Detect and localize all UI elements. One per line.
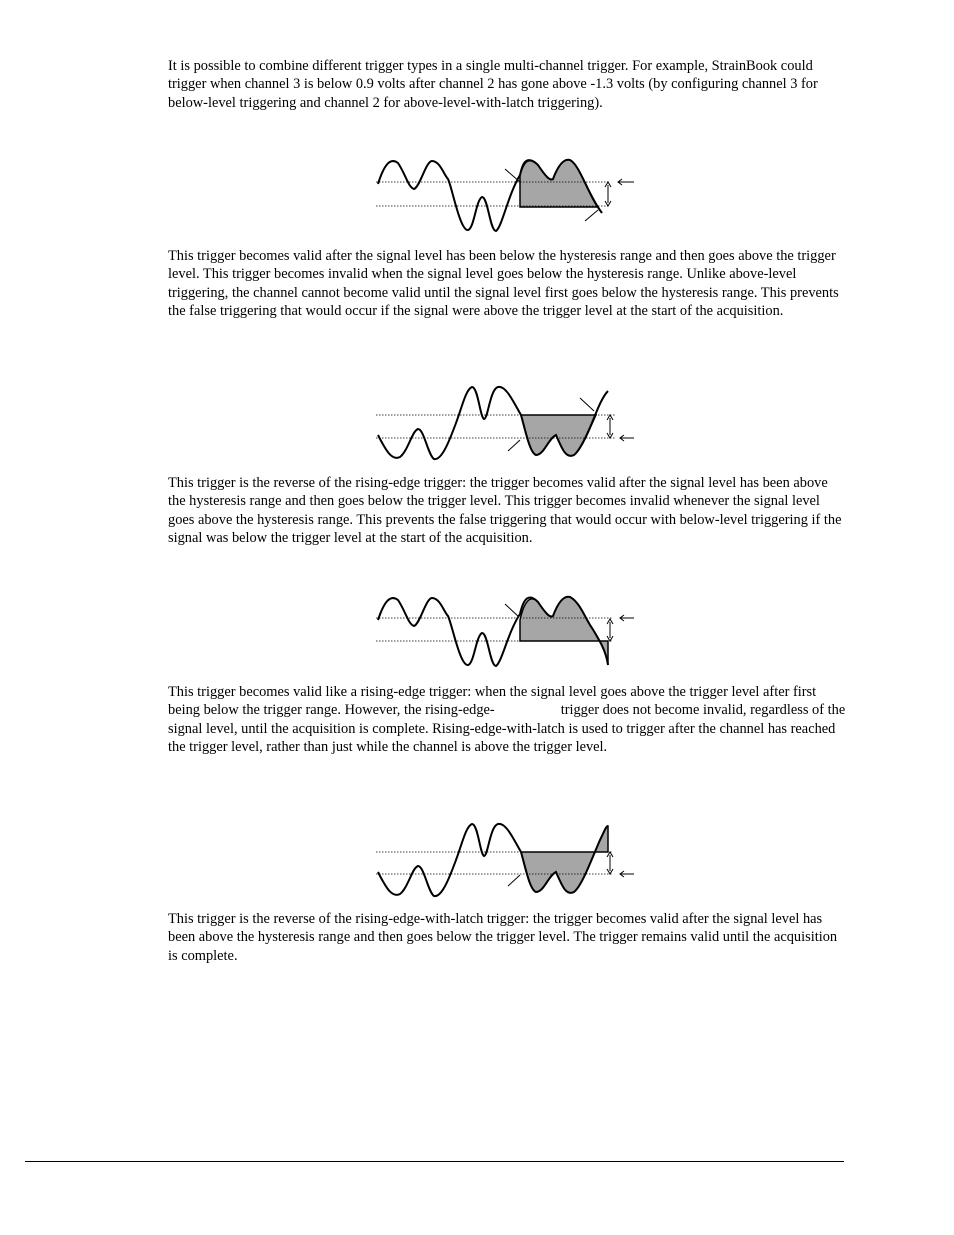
falling-edge-latch-trigger-diagram — [370, 818, 640, 903]
invalid-pointer — [585, 210, 598, 221]
rising-edge-paragraph: This trigger becomes valid after the signal level has been below the hysteresis range and then goes above the trigger level. This trigger becomes invalid when the signal level goes below the hysteresis range. Unlike above-level triggering, the channel cannot become valid until the signal level first goes below the hysteresis range. This prevents the false triggering that would occur if the signal were above the trigger level at the start of the acquisition. — [168, 248, 839, 319]
rising-latch-text-a: This trigger becomes valid like a rising-edge trigger: when the signal level goes above the trigger level after first being below the trigger range. However, the rising-edge- — [168, 684, 817, 719]
falling-edge-paragraph: This trigger is the reverse of the rising-edge trigger: the trigger becomes valid after the signal level has been above the hysteresis range and then goes below the trigger level. This trigger becomes invalid whenever the signal level goes above the hysteresis range. This prevents the false triggering that would occur with below-level triggering if the signal was below the trigger level at the start of the acquisition. — [168, 475, 842, 546]
footer-rule — [25, 1161, 844, 1162]
falling-edge-latch-paragraph: This trigger is the reverse of the rising-edge-with-latch trigger: the trigger becomes valid after the signal level has been above the hysteresis range and then goes below the trigger level. The trigger remains valid until the acquisition is complete. — [168, 911, 838, 964]
invalid-pointer — [580, 398, 594, 411]
falling-edge-trigger-diagram — [370, 383, 640, 468]
rising-edge-trigger-diagram — [370, 155, 640, 235]
valid-region-fill — [521, 826, 608, 893]
valid-start-pointer — [508, 875, 520, 886]
rising-edge-latch-paragraph — [168, 683, 848, 756]
valid-start-pointer — [505, 604, 519, 617]
valid-start-pointer — [508, 440, 520, 451]
rising-edge-latch-trigger-diagram — [370, 590, 640, 670]
rising-latch-text-b: trigger does not become invalid, regardless of the signal level, until the acquisition is complete. Rising-edge-with-latch is used to trigger after the channel has reached the trigger level, rather than just while the channel is above the trigger level. — [168, 702, 846, 755]
intro-paragraph: It is possible to combine different trigger types in a single multi-channel trigger. For example, StrainBook could trigger when channel 3 is below 0.9 volts after channel 2 has gone above -1.3 volts (by configuring channel 3 for below-level triggering and channel 2 for above-level-with-latch triggering). — [168, 58, 818, 111]
valid-start-pointer — [505, 169, 520, 182]
